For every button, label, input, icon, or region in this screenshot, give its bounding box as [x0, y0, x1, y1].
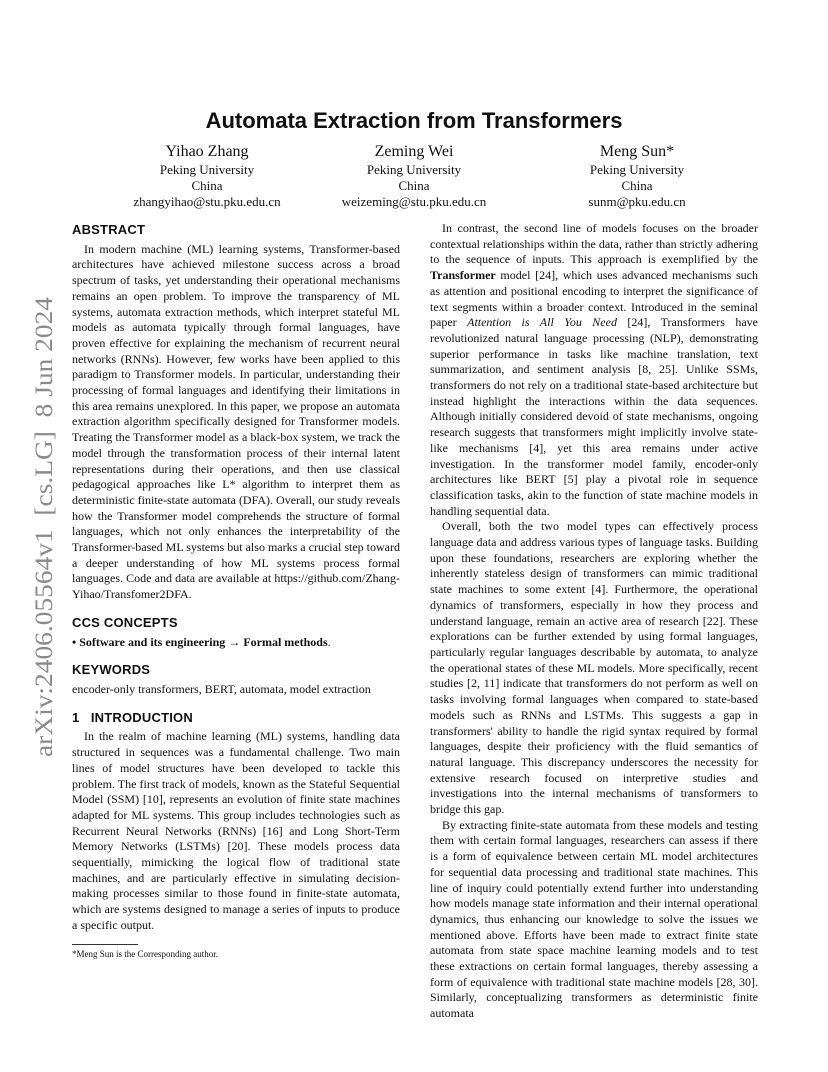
ccs-prefix: • Software and its engineering [72, 634, 226, 649]
ccs-heading: CCS CONCEPTS [72, 614, 178, 630]
author-2 [284, 142, 544, 210]
right-column [430, 221, 758, 1022]
intro-paragraph-1: In the realm of machine learning (ML) systems, handling data structured in sequences was a fundamental challenge. Two main lines of model structures have been developed to tackle this problem. The first track of models, known as the Stateful Sequential Model (SSM) [10], represents an evolution of finite state machines adapted for ML systems. This group includes technologies such as Recurrent Neural Networks (RNNs) [16] and Long Short-Term Memory Networks (LSTMs) [20]. These models process data sequentially, mimicking the logical flow of traditional state machines, and are particularly effective in simulating decision-making processes similar to those found in finite-state automata, which are systems designed to manage a series of inputs to produce a specific output. [72, 729, 400, 932]
footnote: *Meng Sun is the Corresponding author. [72, 949, 218, 959]
author-affiliation: Peking University [589, 162, 685, 177]
text-run: [24], Transformers have revolutionized natural language processing (NLP), demonstrating superior performance in tasks like machine translation, text summarization, and sentiment analysis [8, 25]. Unlike SSMs, transformers do not rely on a traditional state-based architecture but instead highlight the interactions within the data sequences. Although initially considered devoid of state mechanisms, ongoing research suggests that transformers might implicitly involve state-like mechanisms [4], yet this area remains under active investigation. In the transformer model family, encoder-only architectures like BERT [5] play a pivotal role in sequence classification tasks, akin to the function of state machine models in handling sequential data. [430, 315, 758, 518]
author-country: China [191, 178, 223, 193]
author-email[interactable]: weizeming@stu.pku.edu.cn [341, 194, 487, 209]
author-country: China [621, 178, 653, 193]
author-name: Meng Sun* [599, 143, 675, 160]
abstract-text: In modern machine (ML) learning systems, Transformer-based architectures have achieved milestone success across a broad spectrum of tasks, yet understanding their operational mechanisms remains an open problem. To improve the transparency of ML systems, automata extraction methods, which interpret stateful ML models as automata typically through formal languages, have proven effective for explaining the mechanism of recurrent neural networks (RNNs). However, few works have been applied to this paradigm to Transformer models. In particular, understanding their processing of formal languages and identifying their limitations in this area remains unexplored. In this paper, we propose an automata extraction algorithm specifically designed for Transformer models. Treating the Transformer model as a black-box system, we track the model through the transformation process of their internal latent representations during their operations, and then use classical pedagogical approaches like L* algorithm to interpret them as deterministic finite-state automata (DFA). Overall, our study reveals how the Transformer model comprehends the structure of formal languages, which not only enhances the interpretability of the Transformer-based ML systems but also marks a crucial step toward a deeper understanding of how ML systems process formal languages. Code and data are available at https://github.com/Zhang-Yihao/Transfomer2DFA. [72, 241, 401, 602]
ccs-suffix: Formal methods [243, 634, 328, 649]
ccs-period: . [327, 634, 331, 649]
intro-paragraph-4: By extracting finite-state automata from these models and testing them with certain formal languages, researchers can assess if there is a form of equivalence between certain ML model architectures for sequential data processing and traditional state machines. This line of inquiry could potentially extend further into understanding how models manage state information and their internal operational dynamics, thus enhancing our knowledge to solve the issues we mentioned above. Efforts have been made to extract finite state automata from state space machine learning models and to test these extractions on certain formal languages, thereby assessing a form of equivalence with traditional state machine models [28, 30]. Similarly, conceptualizing transformers as deterministic finite automata [430, 817, 758, 1021]
footnote-rule [72, 944, 138, 945]
author-name: Zeming Wei [374, 143, 454, 160]
ccs-arrow: → [225, 634, 244, 649]
text-run: model [24], which uses advanced mechanisms such as attention and positional encoding to interpret the significance of text segments within a broader context. Introduced in the seminal paper [430, 268, 758, 330]
left-column [72, 222, 400, 934]
keywords-heading: KEYWORDS [72, 662, 151, 678]
author-affiliation: Peking University [159, 162, 255, 177]
intro-paragraph-3: Overall, both the two model types can effectively process language data and address various types of language tasks. Building upon these foundations, researchers are exploring whether the inherently stateless design of transformers can mimic traditional state machines to some extent [4]. Furthermore, the operational dynamics of transformers, especially in how they process and understand language, remain an active area of research [22]. These explorations can be further extended by using formal languages, particularly regular languages describable by automata, to analyze the operational states of these ML models. More specifically, recent studies [2, 11] indicate that transformers do not perform as well on tasks involving formal languages when compared to state-based models such as RNNs and LSTMs. This suggests a gap in transformers' ability to handle the rigid syntax required by formal languages, despite their proficiency with the fluid semantics of natural language. This discrepancy underscores the necessity for extensive research focused on interpretive studies and investigations into the internal mechanisms of transformers to bridge this gap. [430, 519, 758, 817]
arxiv-side-stamp [28, 297, 60, 757]
transformer-bold: Transformer [430, 268, 496, 283]
author-email[interactable]: sunm@pku.edu.cn [588, 194, 686, 209]
author-affiliation: Peking University [366, 162, 462, 177]
ccs-concepts [72, 635, 400, 651]
author-email[interactable]: zhangyihao@stu.pku.edu.cn [133, 194, 281, 209]
introduction-heading: 1 INTRODUCTION [72, 709, 193, 725]
author-3 [507, 142, 767, 210]
text-run: In contrast, the second line of models focuses on the broader contextual relationships within the data, rather than strictly adhering to the sequence of inputs. This approach is exemplified by the [430, 221, 758, 267]
intro-paragraph-2 [430, 221, 758, 519]
author-country: China [398, 178, 430, 193]
arxiv-stamp-svg [28, 297, 60, 757]
keywords-text: encoder-only transformers, BERT, automata, model extraction [72, 681, 371, 696]
arxiv-stamp-text: arXiv:2406.05564v1 [cs.LG] 8 Jun 2024 [31, 337, 58, 757]
paper-title-italic: Attention is All You Need [467, 315, 617, 330]
author-name: Yihao Zhang [165, 143, 249, 160]
paper-title: Automata Extraction from Transformers [205, 108, 623, 133]
abstract-heading: ABSTRACT [72, 222, 146, 237]
